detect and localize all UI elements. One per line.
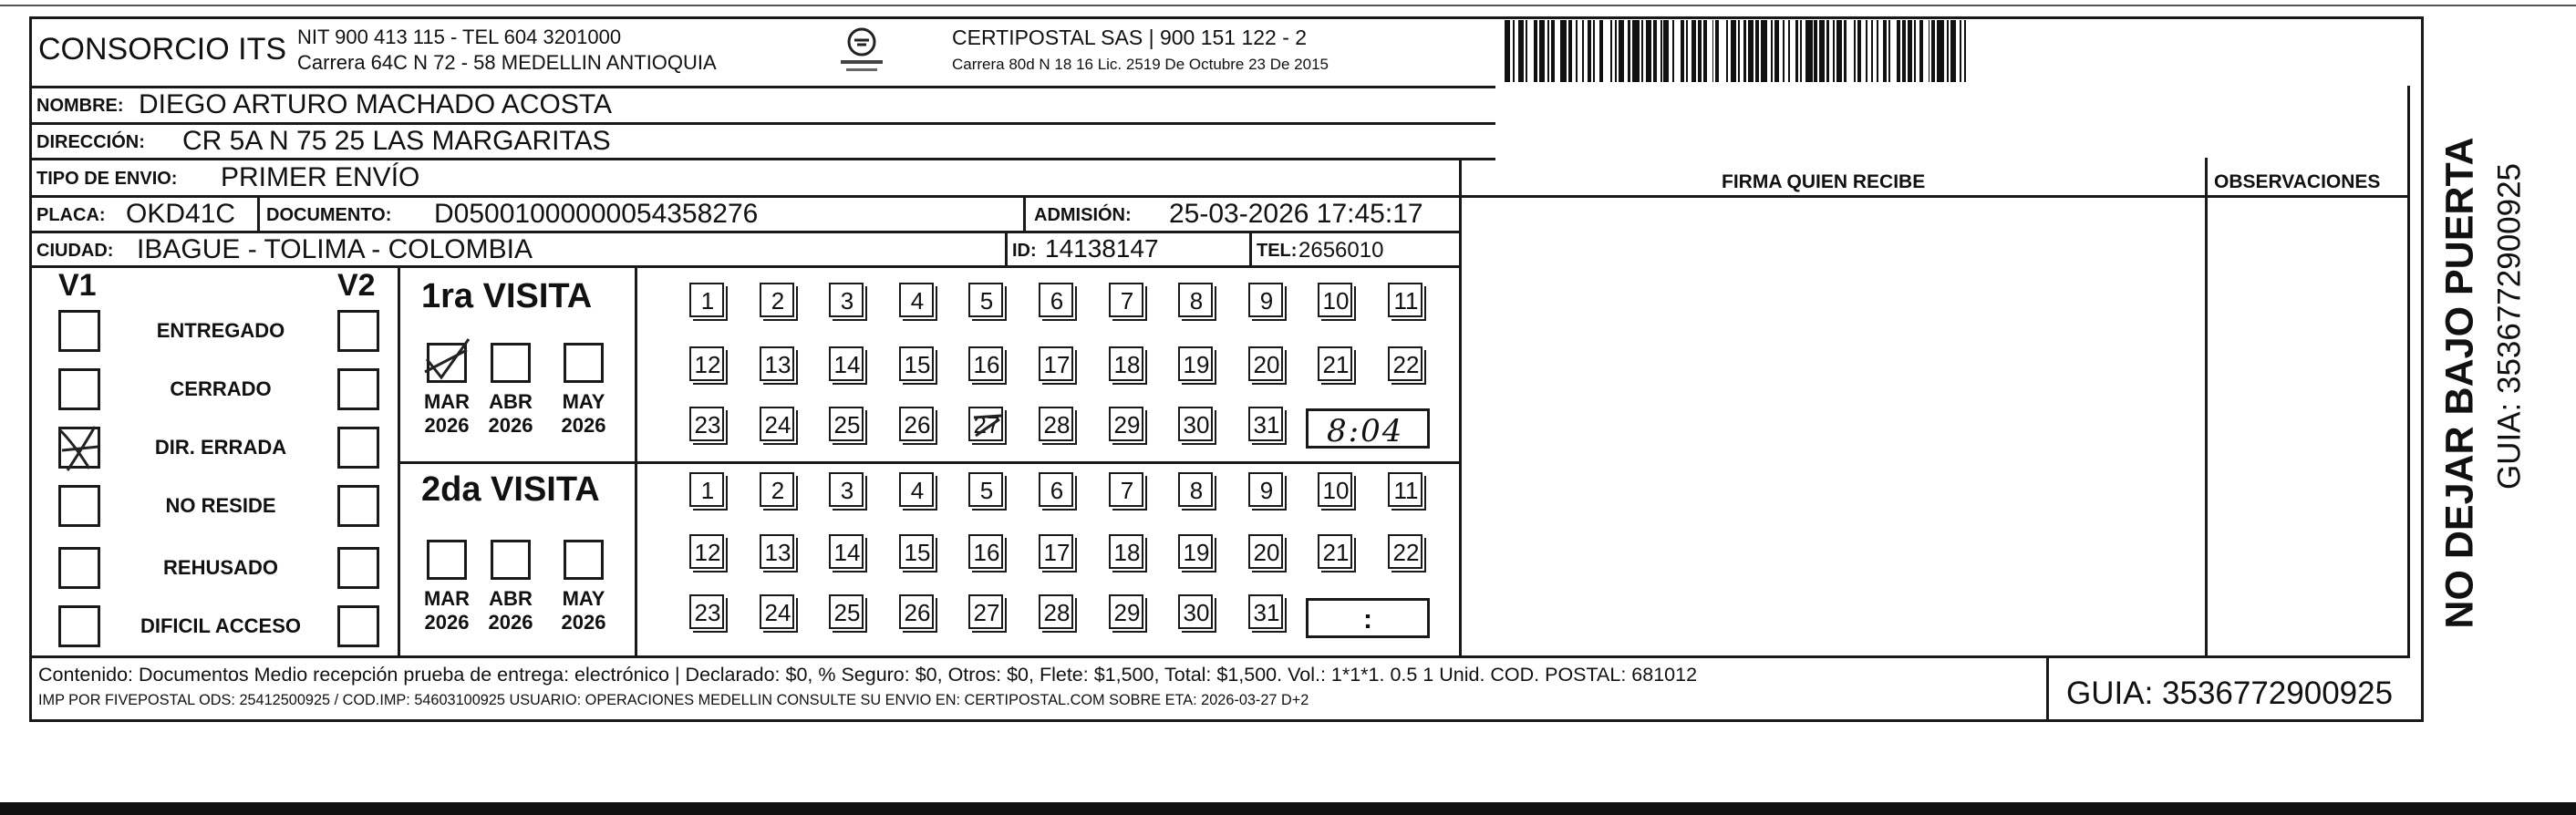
day-number: 8 <box>1189 286 1204 315</box>
barcode-bar <box>1560 20 1567 82</box>
side-panel-divider <box>2407 158 2410 655</box>
day-number: 9 <box>1259 286 1274 315</box>
day-box[interactable] <box>829 594 864 629</box>
day-number: 23 <box>694 410 721 438</box>
month-label: ABR <box>489 587 533 610</box>
v1-label: V1 <box>58 268 97 303</box>
day-number: 25 <box>833 410 861 438</box>
day-box[interactable] <box>899 283 934 317</box>
tel-divider <box>1249 231 1252 267</box>
direccion-label: DIRECCIÓN: <box>36 132 145 152</box>
day-box[interactable] <box>1178 594 1213 629</box>
barcode-bar <box>1761 20 1768 82</box>
id-value: 14138147 <box>1045 234 1159 263</box>
day-number: 11 <box>1393 476 1419 504</box>
day-box[interactable] <box>1109 534 1143 569</box>
company-nit: NIT 900 413 115 - TEL 604 3201000 <box>297 26 622 48</box>
day-box[interactable] <box>689 534 724 569</box>
observaciones-label: OBSERVACIONES <box>2214 171 2381 192</box>
day-number: 29 <box>1113 410 1141 438</box>
day-box[interactable] <box>1109 594 1143 629</box>
day-box[interactable] <box>689 407 724 441</box>
day-box[interactable] <box>899 346 934 381</box>
day-number: 17 <box>1043 350 1071 378</box>
day-number: 11 <box>1393 286 1419 315</box>
day-box[interactable] <box>1039 594 1073 629</box>
day-number: 24 <box>764 410 791 438</box>
v2-checkbox[interactable] <box>337 427 379 469</box>
day-box[interactable] <box>1388 534 1422 569</box>
month-checkbox[interactable] <box>564 540 604 580</box>
id-label: ID: <box>1012 241 1037 261</box>
day-box[interactable] <box>1318 283 1352 317</box>
day-number: 2 <box>771 476 785 504</box>
documento-value: D05001000000054358276 <box>434 199 759 229</box>
status-label: DIFICIL ACCESO <box>140 614 302 637</box>
day-number: 1 <box>700 476 715 504</box>
day-box[interactable] <box>689 346 724 381</box>
day-number: 16 <box>973 538 1000 566</box>
admision-value: 25-03-2026 17:45:17 <box>1169 199 1423 229</box>
day-number: 10 <box>1322 286 1350 315</box>
month-year: 2026 <box>488 611 533 634</box>
day-box[interactable] <box>899 407 934 441</box>
month-year: 2026 <box>488 414 533 437</box>
placa-divider <box>257 195 260 232</box>
day-number: 15 <box>904 538 931 566</box>
day-box[interactable] <box>1248 534 1283 569</box>
barcode-bar <box>1632 20 1640 82</box>
month-label: ABR <box>489 390 533 413</box>
footer-guia-divider <box>2046 655 2049 722</box>
month-checkbox[interactable] <box>491 540 531 580</box>
day-box[interactable] <box>1178 534 1213 569</box>
day-number: 20 <box>1253 350 1280 378</box>
day-number: 28 <box>1043 598 1071 626</box>
v2-checkbox[interactable] <box>337 605 379 647</box>
v1-checkbox[interactable] <box>58 605 100 647</box>
v2-label: V2 <box>337 268 376 303</box>
day-number: 3 <box>840 476 854 504</box>
signature-header-line <box>1459 195 2410 198</box>
barcode-space <box>1603 20 1610 82</box>
day-number: 2 <box>771 286 785 315</box>
firma-label: FIRMA QUIEN RECIBE <box>1722 171 1926 192</box>
day-number: 5 <box>979 286 994 315</box>
day-box[interactable] <box>1109 346 1143 381</box>
first-visit-label: 1ra VISITA <box>421 277 593 315</box>
day-number: 27 <box>973 410 1000 438</box>
day-number: 18 <box>1113 538 1141 566</box>
day-box[interactable] <box>1318 472 1352 507</box>
day-box[interactable] <box>1248 407 1283 441</box>
month-label: MAY <box>562 390 605 413</box>
day-box[interactable] <box>760 346 794 381</box>
month-label: MAR <box>423 587 471 610</box>
day-number: 25 <box>833 598 861 626</box>
status-label: NO RESIDE <box>165 494 276 517</box>
day-box[interactable] <box>1318 346 1352 381</box>
months-column-divider <box>635 265 637 655</box>
status-label: DIR. ERRADA <box>154 436 287 459</box>
day-box[interactable] <box>1109 283 1143 317</box>
day-box[interactable] <box>689 472 724 507</box>
month-checkbox[interactable] <box>427 540 467 580</box>
v2-checkbox[interactable] <box>337 368 379 410</box>
handwritten-check-mark <box>972 412 1003 439</box>
barcode-space <box>1674 20 1681 82</box>
day-box[interactable] <box>1248 346 1283 381</box>
day-number: 30 <box>1183 410 1210 438</box>
barcode-space <box>1847 20 1854 82</box>
day-box[interactable] <box>968 472 1003 507</box>
documento-label: DOCUMENTO: <box>266 205 392 225</box>
placa-label: PLACA: <box>36 205 106 225</box>
side-guia: GUIA: 3536772900925 <box>2491 162 2528 490</box>
signature-left-border <box>1459 158 1462 655</box>
month-label: MAY <box>562 587 605 610</box>
day-number: 5 <box>979 476 994 504</box>
day-box[interactable] <box>1109 407 1143 441</box>
day-box[interactable] <box>1388 283 1422 317</box>
day-number: 26 <box>904 410 931 438</box>
day-number: 19 <box>1183 538 1210 566</box>
day-box[interactable] <box>689 594 724 629</box>
status-label: ENTREGADO <box>156 319 285 342</box>
day-number: 10 <box>1322 476 1350 504</box>
month-year: 2026 <box>424 611 470 634</box>
day-box[interactable] <box>968 283 1003 317</box>
day-number: 3 <box>840 286 854 315</box>
day-number: 4 <box>910 286 925 315</box>
day-number: 7 <box>1120 286 1134 315</box>
day-box[interactable] <box>899 594 934 629</box>
day-number: 22 <box>1392 538 1420 566</box>
row-divider <box>29 231 1459 233</box>
observaciones-divider <box>2205 158 2208 655</box>
day-box[interactable] <box>760 283 794 317</box>
row-divider <box>29 195 1459 198</box>
day-number: 18 <box>1113 350 1141 378</box>
day-number: 17 <box>1043 538 1071 566</box>
day-number: 29 <box>1113 598 1141 626</box>
second-visit-label: 2da VISITA <box>421 470 600 509</box>
day-number: 27 <box>973 598 1000 626</box>
footer-content: Contenido: Documentos Medio recepción prueba de entrega: electrónico | Declarado: $0, % Seguro: $0, Otros: $0, Flete: $1,500, Total: $1,500. Vol.: 1*1*1. 0.5 1 Unid. COD. POSTAL: 681012 <box>38 664 1698 686</box>
day-box[interactable] <box>1318 534 1352 569</box>
day-box[interactable] <box>760 534 794 569</box>
day-box[interactable] <box>1178 346 1213 381</box>
barcode <box>1505 20 2229 82</box>
day-number: 31 <box>1253 410 1280 438</box>
day-box[interactable] <box>968 346 1003 381</box>
carrier-address: Carrera 80d N 18 16 Lic. 2519 De Octubre 23 De 2015 <box>952 56 1329 73</box>
top-scan-edge <box>0 5 2576 6</box>
day-number: 21 <box>1322 538 1350 566</box>
direccion-value: CR 5A N 75 25 LAS MARGARITAS <box>182 126 611 156</box>
day-number: 22 <box>1392 350 1420 378</box>
day-box[interactable] <box>1178 407 1213 441</box>
barcode-bar <box>1937 20 1944 82</box>
handwritten-check-mark <box>421 332 474 387</box>
tel-value: 2656010 <box>1298 238 1384 263</box>
v1-checkbox[interactable] <box>58 485 100 527</box>
handwritten-check-mark <box>55 423 106 474</box>
day-number: 16 <box>973 350 1000 378</box>
day-number: 23 <box>694 598 721 626</box>
day-box[interactable] <box>829 472 864 507</box>
day-box[interactable] <box>760 407 794 441</box>
visit-divider <box>398 461 1459 464</box>
tipo-envio-label: TIPO DE ENVIO: <box>36 169 178 189</box>
day-number: 6 <box>1050 476 1064 504</box>
day-box[interactable] <box>968 534 1003 569</box>
day-box[interactable] <box>1039 346 1073 381</box>
day-box[interactable] <box>760 594 794 629</box>
day-box[interactable] <box>760 472 794 507</box>
status-column-divider <box>398 265 400 655</box>
day-box[interactable] <box>1039 472 1073 507</box>
barcode-space <box>1890 20 1898 82</box>
day-box[interactable] <box>689 283 724 317</box>
footer-divider <box>29 655 2410 658</box>
v2-checkbox[interactable] <box>337 547 379 589</box>
day-box[interactable] <box>1109 472 1143 507</box>
month-year: 2026 <box>561 414 606 437</box>
row-divider <box>29 158 1495 160</box>
v1-checkbox[interactable] <box>58 547 100 589</box>
ciudad-label: CIUDAD: <box>36 241 114 261</box>
tel-label: TEL: <box>1257 241 1298 261</box>
barcode-bar <box>1805 20 1813 82</box>
month-year: 2026 <box>561 611 606 634</box>
ciudad-value: IBAGUE - TOLIMA - COLOMBIA <box>137 234 533 264</box>
second-visit-time: : <box>1363 604 1372 634</box>
day-number: 15 <box>904 350 931 378</box>
day-box[interactable] <box>829 283 864 317</box>
company-address: Carrera 64C N 72 - 58 MEDELLIN ANTIOQUIA <box>297 51 717 74</box>
day-number: 13 <box>764 350 791 378</box>
side-warning: NO DEJAR BAJO PUERTA <box>2437 137 2482 629</box>
day-number: 31 <box>1253 598 1280 626</box>
first-visit-time-box <box>1306 408 1430 449</box>
day-box[interactable] <box>1178 283 1213 317</box>
day-number: 21 <box>1322 350 1350 378</box>
day-number: 14 <box>833 538 861 566</box>
row-divider <box>29 122 1495 125</box>
day-number: 30 <box>1183 598 1210 626</box>
header-divider <box>29 86 1495 88</box>
admision-label: ADMISIÓN: <box>1034 205 1132 225</box>
day-box[interactable] <box>1178 472 1213 507</box>
day-number: 19 <box>1183 350 1210 378</box>
v1-checkbox[interactable] <box>58 310 100 352</box>
month-checkbox[interactable] <box>564 343 604 383</box>
v1-checkbox[interactable] <box>58 368 100 410</box>
bottom-scan-band <box>0 802 2576 815</box>
day-box[interactable] <box>829 407 864 441</box>
day-box[interactable] <box>1039 534 1073 569</box>
footer-print-info: IMP POR FIVEPOSTAL ODS: 25412500925 / COD.IMP: 54603100925 USUARIO: OPERACIONES MEDELLIN CONSULTE SU ENVIO EN: CERTIPOSTAL.COM SOBRE ETA: 2026-03-27 D+2 <box>38 692 1309 708</box>
admision-divider <box>1023 195 1026 232</box>
footer-guia: GUIA: 3536772900925 <box>2066 676 2394 711</box>
day-box[interactable] <box>1388 346 1422 381</box>
company-name: CONSORCIO ITS <box>38 32 287 67</box>
status-label: CERRADO <box>170 377 272 400</box>
month-label: MAR <box>423 390 471 413</box>
day-number: 24 <box>764 598 791 626</box>
certipostal-logo <box>837 24 886 78</box>
certipostal-logo-icon <box>837 24 886 78</box>
day-number: 20 <box>1253 538 1280 566</box>
day-number: 1 <box>700 286 715 315</box>
status-label: REHUSADO <box>163 556 278 579</box>
day-box[interactable] <box>1039 407 1073 441</box>
day-number: 7 <box>1120 476 1134 504</box>
placa-value: OKD41C <box>126 199 236 229</box>
day-box[interactable] <box>1248 283 1283 317</box>
barcode-space <box>1719 20 1726 82</box>
day-number: 13 <box>764 538 791 566</box>
day-box[interactable] <box>1039 283 1073 317</box>
day-number: 28 <box>1043 410 1071 438</box>
month-year: 2026 <box>424 414 470 437</box>
day-box[interactable] <box>1388 472 1422 507</box>
carrier-name: CERTIPOSTAL SAS | 900 151 122 - 2 <box>952 26 1308 49</box>
tipo-envio-value: PRIMER ENVÍO <box>221 162 420 192</box>
day-number: 26 <box>904 598 931 626</box>
day-box[interactable] <box>899 534 934 569</box>
barcode-space <box>1966 20 1968 82</box>
day-box[interactable] <box>829 346 864 381</box>
day-box[interactable] <box>829 534 864 569</box>
day-number: 12 <box>694 538 721 566</box>
day-box[interactable] <box>1248 594 1283 629</box>
barcode-space <box>1527 20 1535 82</box>
row-divider <box>29 265 1459 268</box>
v2-checkbox[interactable] <box>337 310 379 352</box>
nombre-value: DIEGO ARTURO MACHADO ACOSTA <box>139 89 612 119</box>
day-box[interactable] <box>968 594 1003 629</box>
day-number: 9 <box>1259 476 1274 504</box>
day-number: 8 <box>1189 476 1204 504</box>
day-number: 12 <box>694 350 721 378</box>
day-box[interactable] <box>1248 472 1283 507</box>
day-number: 6 <box>1050 286 1064 315</box>
id-divider <box>1005 231 1008 267</box>
header-right-border <box>2407 86 2410 159</box>
day-box[interactable] <box>899 472 934 507</box>
day-number: 4 <box>910 476 925 504</box>
second-visit-time-box <box>1306 598 1430 638</box>
first-visit-time: 8:04 <box>1327 413 1404 449</box>
nombre-label: NOMBRE: <box>36 96 124 116</box>
month-checkbox[interactable] <box>491 343 531 383</box>
day-number: 14 <box>833 350 861 378</box>
v2-checkbox[interactable] <box>337 485 379 527</box>
